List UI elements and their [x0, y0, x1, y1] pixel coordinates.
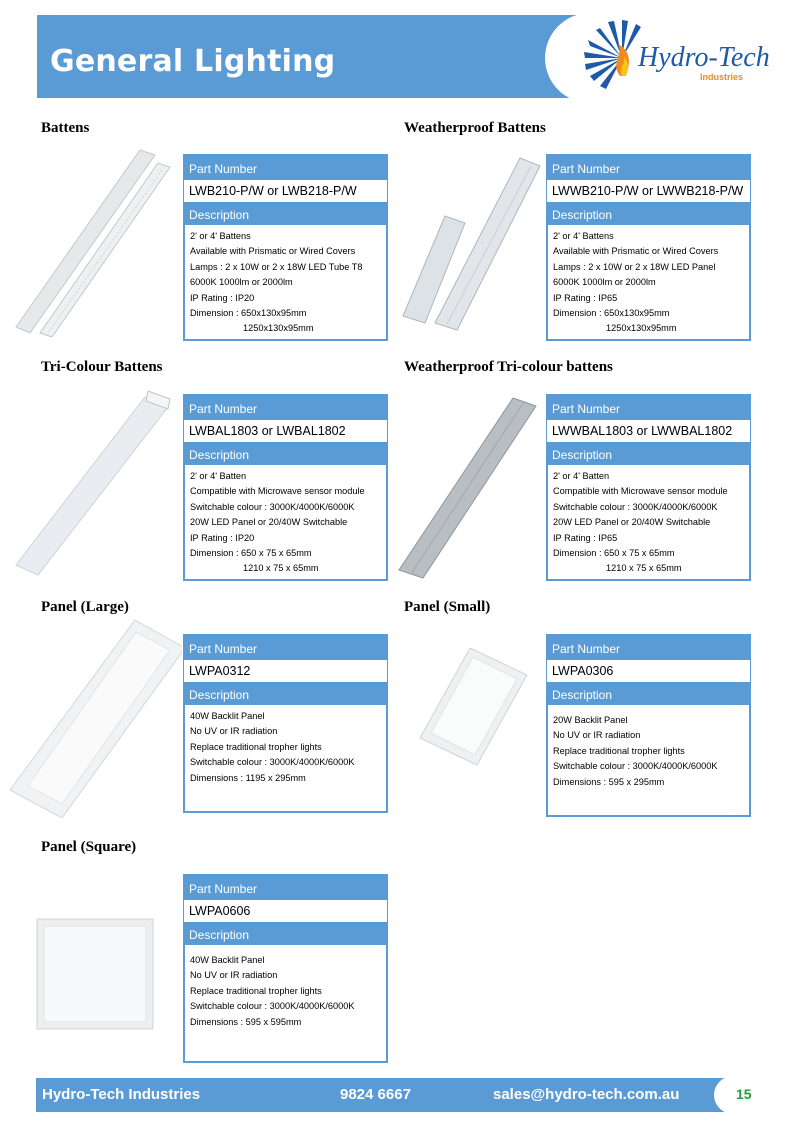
- desc-line: 6000K 1000lm or 2000lm: [190, 277, 293, 288]
- desc-line: Replace traditional tropher lights: [190, 985, 322, 996]
- description-body: [546, 225, 751, 341]
- part-number-value: LWB210-P/W or LWB218-P/W: [183, 180, 388, 203]
- desc-line: Switchable colour : 3000K/4000K/6000K: [190, 501, 355, 512]
- tri-colour-batten-image: [10, 385, 180, 585]
- desc-line: 1250x130x95mm: [606, 323, 677, 334]
- description-label: Description: [183, 203, 388, 225]
- desc-line: 1210 x 75 x 65mm: [243, 563, 319, 574]
- desc-line: Replace traditional tropher lights: [553, 745, 685, 756]
- desc-line: Compatible with Microwave sensor module: [553, 486, 728, 497]
- section-title-battens: Battens: [41, 120, 90, 136]
- desc-line: Switchable colour : 3000K/4000K/6000K: [553, 761, 718, 772]
- section-title-weatherproof-battens: Weatherproof Battens: [404, 120, 546, 136]
- section-title-panel-large: Panel (Large): [41, 599, 129, 615]
- part-number-value: LWWB210-P/W or LWWB218-P/W: [546, 180, 751, 203]
- part-number-label: Part Number: [183, 634, 388, 660]
- description-body: [183, 465, 388, 581]
- footer-email[interactable]: sales@hydro-tech.com.au: [493, 1086, 680, 1103]
- weatherproof-batten-image: [395, 148, 545, 333]
- desc-line: 2' or 4' Batten: [190, 471, 247, 481]
- part-number-value: LWWBAL1803 or LWWBAL1802: [546, 420, 751, 443]
- desc-line: Dimension : 650 x 75 x 65mm: [190, 548, 312, 559]
- logo-text: Hydro-Tech: [638, 42, 770, 73]
- desc-line: Dimensions : 1195 x 295mm: [190, 772, 306, 783]
- desc-line: Available with Prismatic or Wired Covers: [190, 246, 356, 257]
- description-body: [183, 705, 388, 813]
- footer-bar: [36, 1078, 733, 1112]
- description-label: Description: [183, 923, 388, 945]
- desc-line: Lamps : 2 x 10W or 2 x 18W LED Tube T8: [190, 261, 363, 272]
- description-body: [183, 945, 388, 1063]
- desc-line: 6000K 1000lm or 2000lm: [553, 277, 656, 288]
- desc-line: 20W LED Panel or 20/40W Switchable: [553, 517, 711, 528]
- part-number-label: Part Number: [183, 874, 388, 900]
- panel-large-image: [10, 618, 182, 818]
- desc-line: 2' or 4' Battens: [553, 231, 614, 241]
- part-number-label: Part Number: [546, 394, 751, 420]
- description-label: Description: [183, 683, 388, 705]
- desc-line: No UV or IR radiation: [190, 970, 278, 981]
- desc-line: 40W Backlit Panel: [190, 955, 265, 965]
- desc-line: 20W Backlit Panel: [553, 715, 628, 725]
- product-card-panel-large: [183, 634, 388, 813]
- product-card-panel-square: [183, 874, 388, 1063]
- desc-line: Dimension : 650x130x95mm: [553, 308, 670, 319]
- page-title: General Lighting: [50, 44, 336, 79]
- description-body: [546, 705, 751, 817]
- footer-company: Hydro-Tech Industries: [42, 1086, 201, 1103]
- product-card-tri-colour-battens: [183, 394, 388, 581]
- product-card-weatherproof-tri-colour: [546, 394, 751, 581]
- description-body: [546, 465, 751, 581]
- part-number-label: Part Number: [546, 154, 751, 180]
- description-body: [183, 225, 388, 341]
- desc-line: Dimension : 650 x 75 x 65mm: [553, 548, 675, 559]
- description-label: Description: [546, 683, 751, 705]
- desc-line: 2' or 4' Battens: [190, 231, 251, 241]
- desc-line: Available with Prismatic or Wired Covers: [553, 246, 719, 257]
- desc-line: 20W LED Panel or 20/40W Switchable: [190, 517, 348, 528]
- product-card-panel-small: [546, 634, 751, 817]
- weatherproof-tri-colour-image: [393, 392, 543, 584]
- desc-line: Lamps : 2 x 10W or 2 x 18W LED Panel: [553, 261, 716, 272]
- desc-line: Dimensions : 595 x 295mm: [553, 776, 665, 787]
- desc-line: Replace traditional tropher lights: [190, 741, 322, 752]
- desc-line: Switchable colour : 3000K/4000K/6000K: [190, 1001, 355, 1012]
- description-label: Description: [183, 443, 388, 465]
- desc-line: Dimension : 650x130x95mm: [190, 308, 307, 319]
- desc-line: Compatible with Microwave sensor module: [190, 486, 365, 497]
- part-number-value: LWPA0606: [183, 900, 388, 923]
- desc-line: 1210 x 75 x 65mm: [606, 563, 682, 574]
- desc-line: 40W Backlit Panel: [190, 711, 265, 721]
- batten-image: [10, 145, 175, 340]
- description-label: Description: [546, 443, 751, 465]
- panel-square-image: [36, 918, 154, 1030]
- page-number: 15: [736, 1086, 752, 1102]
- part-number-value: LWPA0312: [183, 660, 388, 683]
- part-number-label: Part Number: [183, 394, 388, 420]
- section-title-panel-small: Panel (Small): [404, 599, 491, 615]
- desc-line: Switchable colour : 3000K/4000K/6000K: [553, 501, 718, 512]
- section-title-panel-square: Panel (Square): [41, 839, 137, 855]
- hydro-tech-logo: [580, 18, 775, 98]
- desc-line: No UV or IR radiation: [553, 730, 641, 741]
- desc-line: IP Rating : IP65: [553, 292, 618, 303]
- desc-line: IP Rating : IP20: [190, 532, 255, 543]
- footer-phone[interactable]: 9824 6667: [340, 1086, 411, 1103]
- part-number-value: LWBAL1803 or LWBAL1802: [183, 420, 388, 443]
- section-title-weatherproof-tri-colour: Weatherproof Tri-colour battens: [404, 359, 613, 375]
- desc-line: No UV or IR radiation: [190, 726, 278, 737]
- product-card-weatherproof-battens: [546, 154, 751, 341]
- logo-subtext: Industries: [700, 72, 744, 82]
- desc-line: IP Rating : IP65: [553, 532, 618, 543]
- part-number-label: Part Number: [546, 634, 751, 660]
- desc-line: Dimensions : 595 x 595mm: [190, 1016, 302, 1027]
- desc-line: 1250x130x95mm: [243, 323, 314, 334]
- part-number-value: LWPA0306: [546, 660, 751, 683]
- part-number-label: Part Number: [183, 154, 388, 180]
- section-title-tri-colour-battens: Tri-Colour Battens: [41, 359, 163, 375]
- product-card-battens: [183, 154, 388, 341]
- desc-line: Switchable colour : 3000K/4000K/6000K: [190, 757, 355, 768]
- desc-line: IP Rating : IP20: [190, 292, 255, 303]
- desc-line: 2' or 4' Batten: [553, 471, 610, 481]
- panel-small-image: [415, 643, 533, 768]
- description-label: Description: [546, 203, 751, 225]
